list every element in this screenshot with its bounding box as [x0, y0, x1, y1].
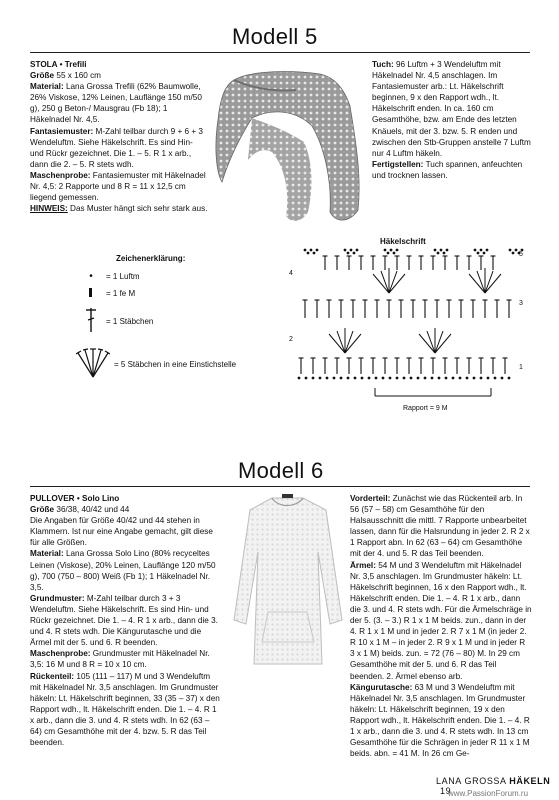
paragraph-text: Zunächst wie das Rückenteil arb. In 56 (57 – 58) cm Gesamthöhe für den Halsausschnitt die mittl. 7 Rapporte unbearbeitet lassen, dann für die Halsrundung in jeder 2. R 2 x 1 Rapport abn. In 62 (63 – 64) cm Gesamthöhe mit der 4. und 5. R das Teil beenden. — [350, 494, 530, 559]
chain-mark — [356, 249, 359, 252]
chain-mark — [350, 249, 353, 252]
chain-mark — [443, 252, 446, 255]
chain-mark — [389, 377, 392, 380]
symbol-legend — [76, 254, 266, 389]
chain-mark — [384, 249, 387, 252]
modell6-col2-paragraphs — [350, 493, 532, 759]
chain-mark — [361, 377, 364, 380]
chart-title: Häkelschrift — [380, 237, 426, 246]
chain-mark — [310, 249, 313, 252]
shell-symbol-icon — [76, 347, 106, 381]
fan-mark — [469, 274, 485, 293]
paragraph-text: Lana Grossa Trefili (62% Baumwolle, 26% Viskose, 12% Leinen, Lauflänge 150 m/50 g), 250 g Beton-/ Mausgrau (Fb 18); 1 Häkelnadel Nr. 4,5. — [30, 82, 202, 125]
double-crochet-symbol-icon — [76, 307, 106, 335]
paragraph-text: Grundmuster mit Häkelnadel Nr. 3,5: 16 M und 8 R = 10 x 10 cm. — [30, 649, 210, 670]
paragraph-text: Fantasiemuster mit Häkelnadel Nr. 4,5: 2 Rapporte und 8 R = 11 x 12,5 cm liegend gemessen. — [30, 170, 206, 203]
chain-mark — [312, 377, 315, 380]
paragraph-label: Größe — [30, 71, 55, 81]
chain-mark — [486, 249, 489, 252]
chain-mark — [353, 252, 356, 255]
chain-mark — [459, 377, 462, 380]
paragraph-text: Tuch spannen, anfeuchten und trocknen lassen. — [372, 159, 523, 180]
fan-mark — [485, 271, 493, 293]
chain-mark — [375, 377, 378, 380]
chain-mark — [326, 377, 329, 380]
paragraph-label: Material: — [30, 549, 64, 559]
modell6-left-column — [30, 493, 222, 748]
fan-mark — [389, 274, 405, 293]
paragraph — [372, 59, 532, 159]
chain-mark — [508, 377, 511, 380]
modell5-heading: STOLA • Trefili — [30, 60, 87, 69]
paragraph — [350, 682, 532, 760]
paragraph-label: Fantasiemuster: — [30, 126, 94, 136]
legend-title: Zeichenerklärung: — [116, 254, 186, 263]
chain-mark — [393, 252, 396, 255]
chain-mark — [480, 377, 483, 380]
chain-mark — [424, 377, 427, 380]
chain-mark — [446, 249, 449, 252]
fan-mark — [419, 334, 435, 353]
fan-mark — [373, 274, 389, 293]
fan-mark — [337, 331, 345, 353]
yarn-name: Trefili — [64, 60, 87, 69]
pullover-photo — [230, 492, 345, 674]
paragraph-text: M-Zahl teilbar durch 3 + 3 Wendeluftm. Siehe Häkelschrift. Es sind Hin- und Rückr gezeichnet. Die 1. – 4. R 1 x arb., dann die 3. und 4. R stets wdh. Die Kängurutasche und die Ärmel mit der 5. und 6. R beenden. — [30, 593, 218, 648]
paragraph-text: 54 M und 3 Wendeluftm mit Häkelnadel Nr. 3,5 anschlagen. Im Grundmuster häkeln: Lt. Häkelschrift beginnen, 16 x den Rapport wdh., lt. Häkelschrift enden. Die 1. – 4. R 1 x arb., dann die 3. und 4. R stets wdh. Für die Ärmelschräge in der 5. (3. – 3.) R 1 x 1 M beids. zun., dann in der 4. R 1 x 1 M und in jeder 2. R 7 x 1 M (in jeder 2. R 10 x 1 M – in jeder 2. R 9 x 1 M und in jeder R 3 x 1 M) beids. zun. = 72 (76 – 80) M. In 29 cm Gesamthöhe mit der 5. und 6. R das Teil beenden. 2. Ärmel ebenso arb. — [350, 560, 532, 681]
paragraph-label: Material: — [30, 82, 64, 92]
chain-mark — [437, 252, 440, 255]
fan-mark — [389, 271, 397, 293]
page-number: 19 — [440, 786, 452, 796]
modell5-col2-paragraphs — [372, 59, 532, 181]
single-crochet-symbol-icon — [76, 288, 106, 299]
paragraph-label: Größe — [30, 505, 55, 515]
paragraph-text: Lana Grossa Solo Lino (80% recyceltes Leinen (Viskose), 20% Leinen, Lauflänge 120 m/50 g), 700 (750 – 800) Weiß (Fb 1); 1 Häkelnadel Nr. 3,5. — [30, 549, 216, 592]
yarn-name: Solo Lino — [82, 494, 120, 503]
rapport-label: Rapport = 9 M — [403, 405, 448, 412]
paragraph — [30, 81, 208, 125]
chain-mark — [473, 377, 476, 380]
paragraph-label: HINWEIS: — [30, 204, 68, 214]
chain-mark — [487, 377, 490, 380]
chain-mark — [307, 252, 310, 255]
row-number: 5 — [519, 251, 523, 258]
chain-mark — [438, 377, 441, 380]
paragraph-text: Die Angaben für Größe 40/42 und 44 stehen in Klammern. Ist nur eine Angabe gemacht, gilt diese für alle Größen. — [30, 516, 213, 548]
legend-item-shell: = 5 Stäbchen in eine Einstichstelle — [76, 339, 266, 389]
scarf-photo — [212, 62, 362, 242]
chain-mark — [396, 249, 399, 252]
chain-mark — [368, 377, 371, 380]
paragraph — [30, 648, 222, 670]
modell6-heading: PULLOVER • Solo Lino — [30, 494, 120, 503]
chain-mark — [344, 249, 347, 252]
chain-mark — [305, 377, 308, 380]
chain-mark — [403, 377, 406, 380]
chain-mark — [445, 377, 448, 380]
chain-mark — [316, 249, 319, 252]
paragraph — [30, 70, 208, 81]
chain-mark — [431, 377, 434, 380]
paragraph-label: Kängurutasche: — [350, 682, 413, 692]
chain-mark — [340, 377, 343, 380]
paragraph-text: 36/38, 40/42 und 44 — [56, 505, 130, 515]
chain-mark — [494, 377, 497, 380]
modell5-col1-paragraphs — [30, 70, 208, 214]
chain-mark — [390, 249, 393, 252]
chain-mark — [483, 252, 486, 255]
fan-mark — [381, 271, 389, 293]
paragraph-label: Vorderteil: — [350, 494, 391, 503]
product-name: STOLA — [30, 60, 58, 69]
fan-mark — [485, 274, 501, 293]
chain-mark — [382, 377, 385, 380]
row-number: 2 — [289, 336, 293, 343]
chain-mark — [410, 377, 413, 380]
paragraph-label: Fertigstellen: — [372, 159, 424, 169]
fan-mark — [329, 334, 345, 353]
paragraph-label: Ärmel: — [350, 560, 376, 570]
fan-mark — [345, 331, 353, 353]
chain-mark — [319, 377, 322, 380]
paragraph-text: 63 M und 3 Wendeluftm mit Häkelnadel Nr. 3,5 anschlagen. Im Grundmuster häkeln: Lt. Häkelschrift beginnen, 19 x den Rapport wdh., lt. Häkelschrift enden. Die 1. – 4. R 1 x arb., dann die 3. und 4. R stets wdh. In 13 cm Gesamthöhe für die Schrägen in jeder R 11 x 1 M beids. abn. = 41 M. In 26 cm Ge- — [350, 682, 530, 759]
watermark: www.PassionForum.ru — [448, 789, 529, 798]
row-number: 1 — [519, 364, 523, 371]
paragraph-label: Tuch: — [372, 60, 394, 69]
chain-mark — [417, 377, 420, 380]
paragraph-label: Rückenteil: — [30, 671, 75, 681]
paragraph — [30, 504, 222, 515]
footer-brand: LANA GROSSA HÄKELN 19 — [436, 776, 551, 796]
legend-item-double-crochet: = 1 Stäbchen — [76, 303, 266, 339]
chain-mark — [512, 252, 515, 255]
paragraph — [350, 560, 532, 682]
product-name: PULLOVER — [30, 494, 75, 503]
chain-mark — [347, 377, 350, 380]
paragraph-text: 55 x 160 cm — [56, 71, 102, 81]
paragraph — [30, 671, 222, 749]
paragraph — [30, 126, 208, 170]
fan-mark — [477, 271, 485, 293]
modell5-right-column — [372, 59, 532, 181]
paragraph-label: Maschenprobe: — [30, 170, 91, 180]
chain-mark — [387, 252, 390, 255]
chain-mark — [434, 249, 437, 252]
chain-mark — [347, 252, 350, 255]
paragraph-label: Maschenprobe: — [30, 649, 91, 659]
chain-mark — [396, 377, 399, 380]
chain-symbol-icon: • — [89, 270, 93, 282]
chain-mark — [480, 249, 483, 252]
fan-mark — [435, 331, 443, 353]
paragraph-text: 96 Luftm + 3 Wendeluftm mit Häkelnadel Nr. 4,5 anschlagen. Im Fantasiemuster arb.: Lt. Häkelschrift beginnen, 9 x den Rapport wdh., lt. Häkelschrift enden. In ca. 160 cm Gesamthöhe, bzw. am Ende des letzten Knäuels, mit der 3. bzw. 5. R enden und zwischen den Stb-Gruppen anstelle 7 Luftm nur 4 Luftm häkeln. — [372, 60, 531, 158]
chain-mark — [333, 377, 336, 380]
modell6-title-rule — [30, 486, 530, 487]
chain-mark — [440, 249, 443, 252]
paragraph — [30, 593, 222, 648]
legend-item-single-crochet: = 1 fe M — [76, 283, 266, 303]
paragraph-text: M-Zahl teilbar durch 9 + 6 + 3 Wendeluftm. Siehe Häkelschrift. Es sind Hin- und Rückr gezeichnet. Die 1. – 5. R 1 x arb., dann die 2. – 5. R stets wdh. — [30, 126, 203, 169]
paragraph — [30, 515, 222, 548]
row-number: 3 — [519, 300, 523, 307]
modell5-title: Modell 5 — [232, 24, 318, 49]
paragraph-label: Grundmuster: — [30, 593, 85, 603]
chain-mark — [298, 377, 301, 380]
row-number: 4 — [289, 270, 293, 277]
paragraph — [30, 170, 208, 203]
modell6-right-column — [350, 493, 532, 759]
paragraph — [30, 548, 222, 592]
chain-mark — [474, 249, 477, 252]
paragraph-text: 105 (111 – 117) M und 3 Wendeluftm mit Häkelnadel Nr. 3,5 anschlagen. Im Grundmuster häkeln: Lt. Häkelschrift beginnen, 33 (35 – 37) x den Rapport wdh., lt. Häkelschrift enden. Die 1. – 4. R 1 x arb., dann die 3. und 4. R stets wdh. In 62 (63 – 64) cm Gesamthöhe mit der 4. bzw. 5. R das Teil beenden. — [30, 671, 220, 748]
chain-mark — [354, 377, 357, 380]
chain-mark — [313, 252, 316, 255]
fan-mark — [427, 331, 435, 353]
paragraph — [30, 203, 208, 214]
chain-mark — [477, 252, 480, 255]
paragraph — [350, 493, 532, 560]
legend-item-chain: • = 1 Luftm — [76, 269, 266, 283]
chain-mark — [509, 249, 512, 252]
paragraph — [372, 159, 532, 181]
paragraph-text: Das Muster hängt sich sehr stark aus. — [70, 204, 208, 214]
chain-mark — [466, 377, 469, 380]
chain-mark — [304, 249, 307, 252]
modell6-title: Modell 6 — [238, 458, 324, 483]
fan-mark — [345, 334, 361, 353]
modell5-left-column — [30, 59, 208, 214]
chain-mark — [515, 249, 518, 252]
fan-mark — [435, 334, 451, 353]
modell5-title-rule — [30, 52, 530, 53]
modell6-col1-paragraphs — [30, 504, 222, 748]
crochet-chart — [285, 248, 535, 418]
chain-mark — [501, 377, 504, 380]
chain-mark — [452, 377, 455, 380]
